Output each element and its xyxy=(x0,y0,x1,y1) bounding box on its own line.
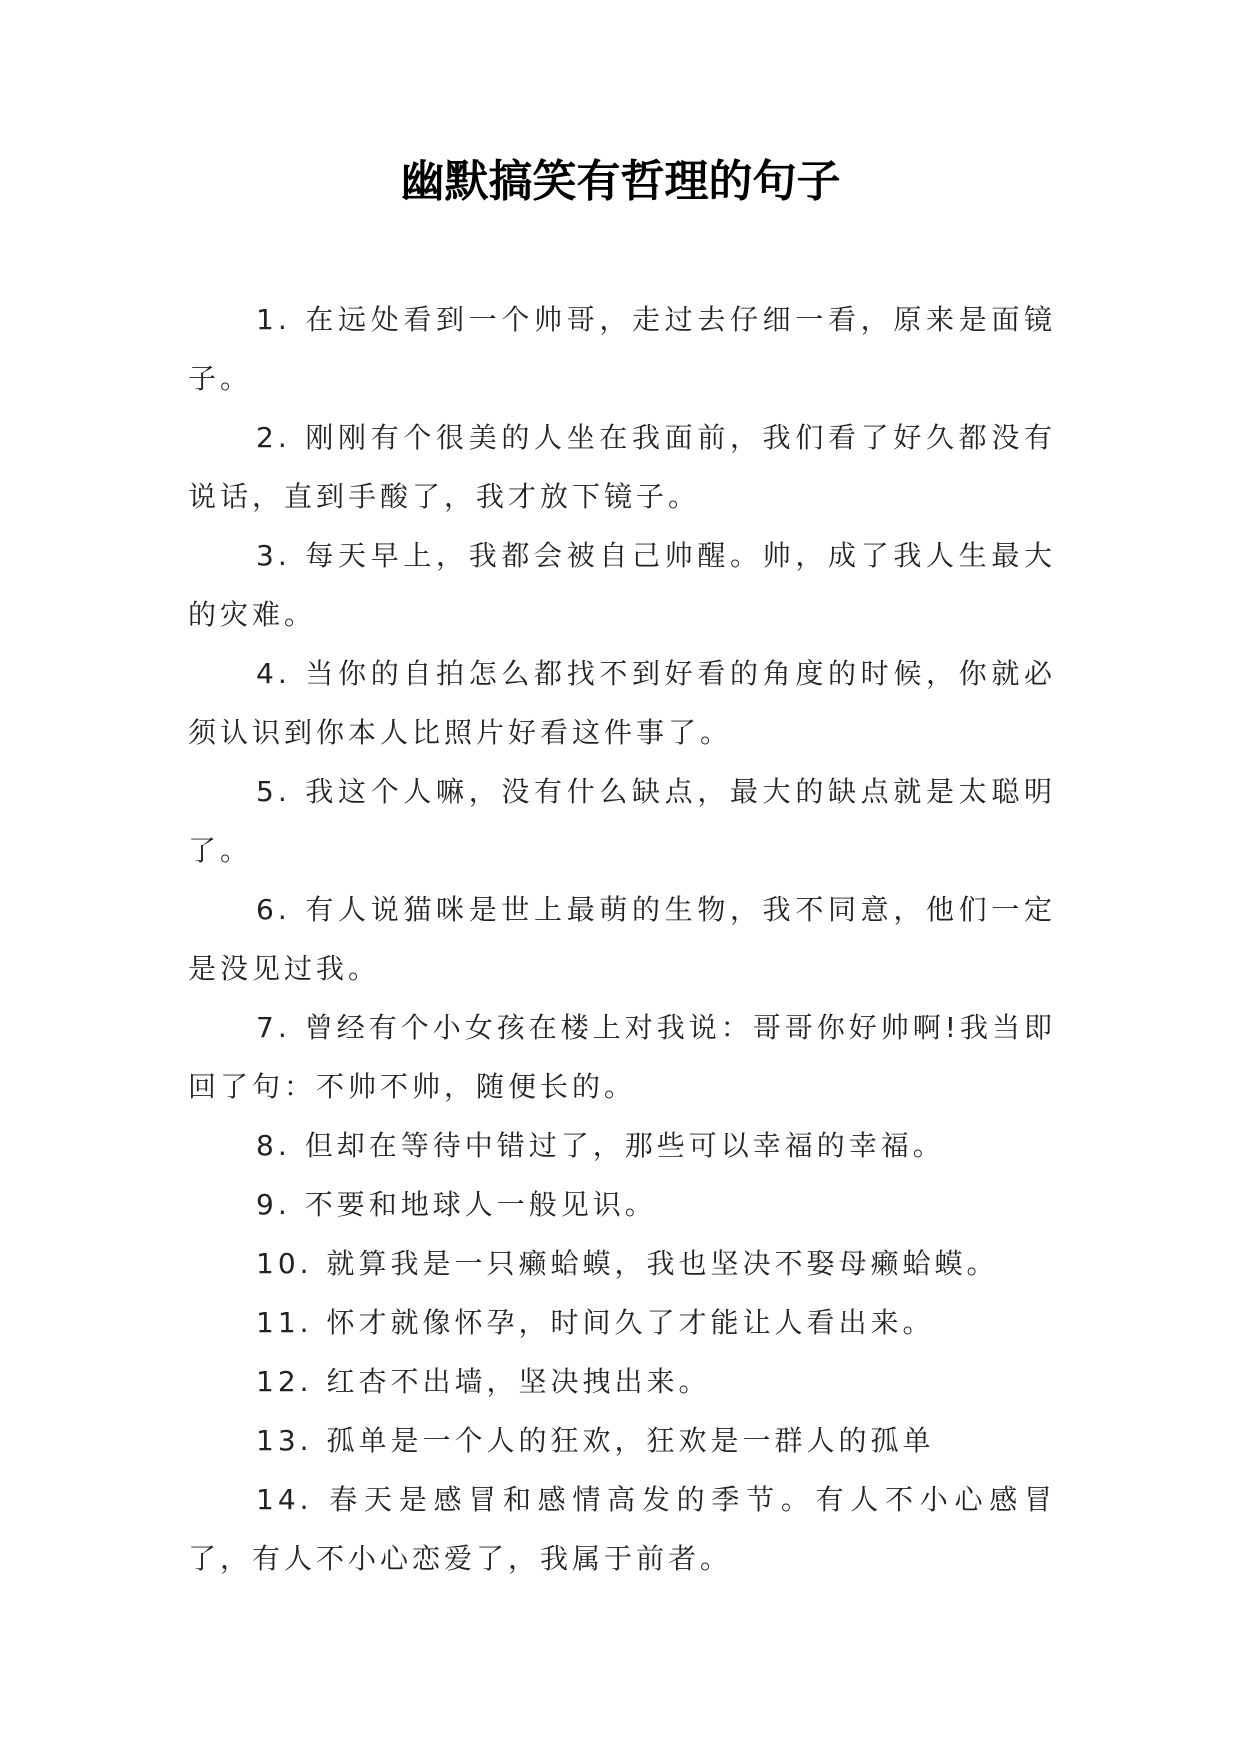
item-text: 但却在等待中错过了，那些可以幸福的幸福。 xyxy=(304,1129,945,1162)
list-item xyxy=(188,526,1056,644)
list-item xyxy=(188,1293,1056,1352)
item-text: 当你的自拍怎么都找不到好看的角度的时候，你就必须认识到你本人比照片好看这件事了。 xyxy=(188,657,1056,749)
item-number: 1. xyxy=(256,303,291,336)
item-number: 13. xyxy=(256,1424,313,1457)
item-number: 4. xyxy=(256,657,291,690)
document-body xyxy=(188,290,1056,1588)
item-number: 2. xyxy=(256,421,291,454)
list-item xyxy=(188,290,1056,408)
item-number: 7. xyxy=(256,1011,291,1044)
item-number: 14. xyxy=(256,1483,313,1516)
item-number: 5. xyxy=(256,775,291,808)
list-item xyxy=(188,1352,1056,1411)
item-text: 春天是感冒和感情高发的季节。有人不小心感冒了，有人不小心恋爱了，我属于前者。 xyxy=(188,1483,1056,1575)
item-text: 红杏不出墙，坚决拽出来。 xyxy=(326,1365,711,1398)
list-item xyxy=(188,1470,1056,1588)
item-text: 怀才就像怀孕，时间久了才能让人看出来。 xyxy=(326,1306,935,1339)
item-text: 曾经有个小女孩在楼上对我说：哥哥你好帅啊!我当即回了句：不帅不帅，随便长的。 xyxy=(188,1011,1056,1103)
item-text: 刚刚有个很美的人坐在我面前，我们看了好久都没有说话，直到手酸了，我才放下镜子。 xyxy=(188,421,1056,513)
item-text: 有人说猫咪是世上最萌的生物，我不同意，他们一定是没见过我。 xyxy=(188,893,1056,985)
item-number: 10. xyxy=(256,1247,313,1280)
document-title: 幽默搞笑有哲理的句子 xyxy=(400,156,841,207)
item-text: 在远处看到一个帅哥，走过去仔细一看，原来是面镜子。 xyxy=(188,303,1056,395)
item-number: 8. xyxy=(256,1129,291,1162)
item-number: 6. xyxy=(256,893,291,926)
list-item xyxy=(188,1234,1056,1293)
item-text: 孤单是一个人的狂欢，狂欢是一群人的孤单 xyxy=(326,1424,935,1457)
item-number: 11. xyxy=(256,1306,313,1339)
list-item xyxy=(188,1411,1056,1470)
item-number: 3. xyxy=(256,539,291,572)
list-item xyxy=(188,408,1056,526)
list-item xyxy=(188,998,1056,1116)
item-text: 不要和地球人一般见识。 xyxy=(304,1188,657,1221)
item-text: 就算我是一只癞蛤蟆，我也坚决不娶母癞蛤蟆。 xyxy=(326,1247,999,1280)
item-number: 9. xyxy=(256,1188,291,1221)
list-item xyxy=(188,1175,1056,1234)
item-text: 我这个人嘛，没有什么缺点，最大的缺点就是太聪明了。 xyxy=(188,775,1056,867)
list-item xyxy=(188,1116,1056,1175)
item-text: 每天早上，我都会被自己帅醒。帅，成了我人生最大的灾难。 xyxy=(188,539,1056,631)
item-number: 12. xyxy=(256,1365,313,1398)
list-item xyxy=(188,880,1056,998)
list-item xyxy=(188,762,1056,880)
list-item xyxy=(188,644,1056,762)
